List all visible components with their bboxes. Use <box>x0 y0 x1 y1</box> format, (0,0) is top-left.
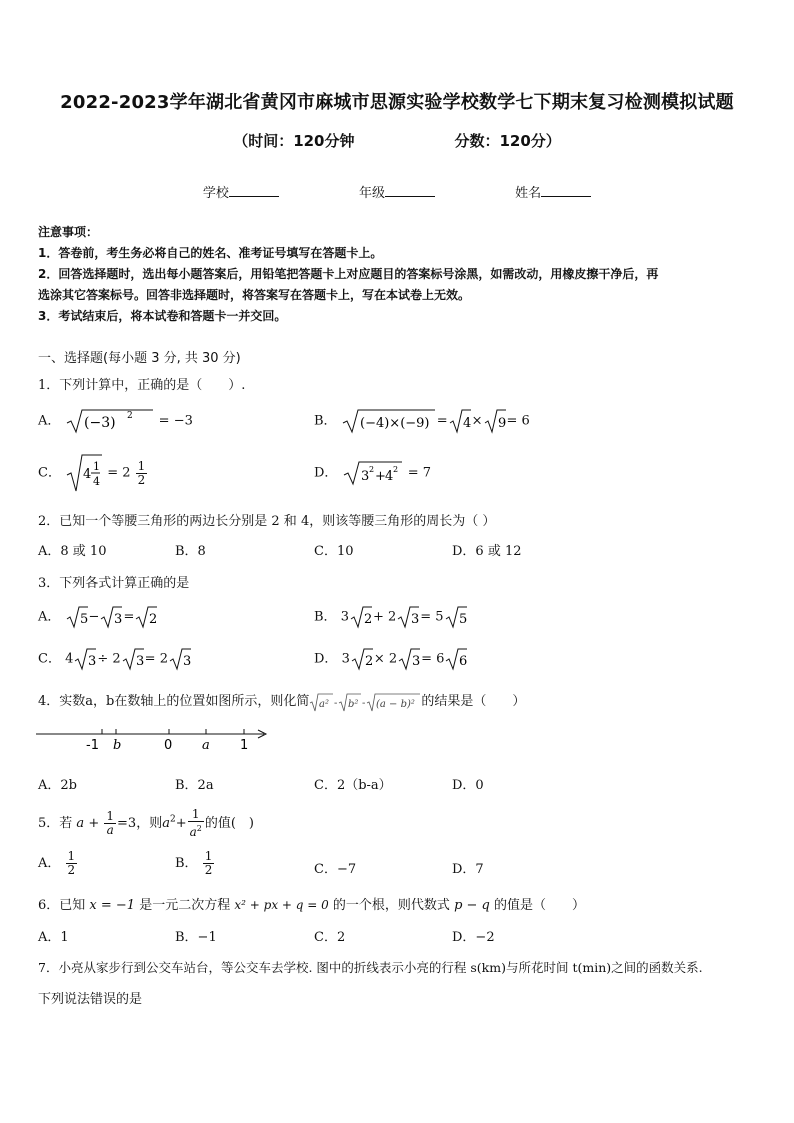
q5-option-b <box>175 850 215 877</box>
radicand: (−4)×(−9) <box>359 416 430 431</box>
exam-subtitle <box>0 130 794 151</box>
base: 4 <box>384 469 393 484</box>
stem-text: 的值( ) <box>204 816 255 831</box>
expr-op: - <box>362 697 366 709</box>
name-label: 姓名 <box>515 186 542 201</box>
sqrt-icon <box>121 647 145 671</box>
fraction <box>203 850 215 877</box>
expr-op: − <box>88 609 100 625</box>
expr-eq: = 2 <box>144 651 168 667</box>
sqrt-icon <box>134 605 158 629</box>
radicand: b² <box>348 698 359 710</box>
stem-text: 的结果是（ ） <box>421 694 526 709</box>
option-label: C． <box>38 465 61 481</box>
expr-eq: =3 <box>117 816 137 831</box>
whole-part: 4 <box>83 467 92 482</box>
base: 3 <box>360 469 369 484</box>
sqrt-icon <box>349 605 373 629</box>
option-label: B． <box>314 609 337 625</box>
q2-option-a: A．8 或 10 <box>38 544 107 559</box>
option-label: A． <box>38 413 61 429</box>
notes-item: 3．考试结束后，将本试卷和答题卡一并交回。 <box>38 309 287 323</box>
numerator: 1 <box>67 849 76 863</box>
exponent: 2 <box>126 411 133 421</box>
q6-option-d: D．−2 <box>452 930 495 945</box>
question-7-stem: 7．小亮从家步行到公交车站台，等公交车去学校. 图中的折线表示小亮的行程 s(km)与所花时间 t(min)之间的函数关系. <box>38 960 703 975</box>
radicand: a² <box>319 698 330 710</box>
coefficient: 3 <box>341 651 350 667</box>
sqrt-icon <box>396 605 420 629</box>
exam-title: 2022-2023学年湖北省黄冈市麻城市思源实验学校数学七下期末复习检测模拟试题 <box>60 92 734 113</box>
q6-option-a: A．1 <box>38 930 69 945</box>
denominator: 4 <box>93 475 101 488</box>
option-label: C． <box>38 651 61 667</box>
sqrt-icon <box>65 605 89 629</box>
radicand: 4 <box>462 416 471 431</box>
sqrt-icon <box>65 453 103 493</box>
numerator: 1 <box>106 809 115 823</box>
sqrt-icon <box>444 647 468 671</box>
denominator: 2 <box>204 863 213 877</box>
section-heading: 一、选择题(每小题 3 分, 共 30 分) <box>38 351 241 366</box>
notes-item: 2．回答选择题时，选出每小题答案后，用铅笔把答题卡上对应题目的答案标号涂黑，如需改动，用橡皮擦干净后，再 <box>38 267 659 281</box>
name-field <box>515 182 591 201</box>
q1-option-c <box>38 453 148 493</box>
sqrt-icon <box>448 408 472 434</box>
radicand: 3 <box>182 654 192 669</box>
question-7-stem-cont: 下列说法错误的是 <box>38 992 143 1007</box>
stem-text: 是一元二次方程 <box>139 898 231 913</box>
expr-op: × 2 <box>373 651 398 667</box>
expr-rhs: = −3 <box>158 413 193 429</box>
radicand: 5 <box>79 612 88 627</box>
expr-eq: = 2 <box>107 465 131 481</box>
radicand: (−3) <box>83 415 116 431</box>
fraction <box>104 810 116 837</box>
stem-text: ，则 <box>136 816 163 831</box>
question-6-stem <box>38 894 585 913</box>
math-expr: p − q <box>454 898 490 913</box>
fraction <box>188 808 204 839</box>
radicand: 5 <box>458 612 467 627</box>
question-1-stem: 1．下列计算中，正确的是（ ）. <box>38 378 246 393</box>
math-expr: x² + px + q = 0 <box>234 898 329 912</box>
denominator <box>188 822 204 839</box>
option-label: D． <box>314 465 338 481</box>
stem-text: 6．已知 <box>38 898 86 913</box>
stem-text: 的一个根，则代数式 <box>332 898 450 913</box>
coefficient: 4 <box>65 651 74 667</box>
q3-option-a <box>38 605 158 629</box>
expr-op: + 2 <box>372 609 397 625</box>
q5-option-c: C．−7 <box>314 862 357 877</box>
tick-label: -1 <box>86 738 99 753</box>
name-blank <box>541 184 591 197</box>
radicand: 9 <box>497 416 506 431</box>
notes-block <box>38 222 760 327</box>
fraction <box>66 850 78 877</box>
grade-blank <box>385 184 435 197</box>
sqrt-icon <box>397 647 421 671</box>
exponent: 2 <box>196 824 202 833</box>
notes-heading: 注意事项： <box>38 225 99 239</box>
q3-option-c <box>38 647 192 671</box>
q1-option-a <box>38 408 193 434</box>
question-2-stem: 2．已知一个等腰三角形的两边长分别是 2 和 4，则该等腰三角形的周长为（ ） <box>38 514 496 529</box>
expr-rhs: = 7 <box>407 465 432 481</box>
grade-label: 年级 <box>358 186 385 201</box>
tick-label: 1 <box>240 738 249 753</box>
variable: a <box>162 816 170 831</box>
radicand: 3 <box>411 612 420 627</box>
grade-field <box>359 182 435 201</box>
expr-eq: = 5 <box>420 609 444 625</box>
numerator: 1 <box>188 808 204 822</box>
tick-label: 0 <box>164 738 173 753</box>
plus: + <box>374 469 386 484</box>
q4-option-d: D．0 <box>452 778 484 793</box>
expr-op: + <box>88 816 100 831</box>
expr-eq: = <box>123 609 135 625</box>
radicand: 3 <box>88 654 97 669</box>
q2-option-c: C．10 <box>314 544 354 559</box>
exponent: 2 <box>169 814 176 825</box>
denominator: 2 <box>137 472 146 487</box>
point-label: a <box>202 738 210 753</box>
radicand: 2 <box>364 654 374 669</box>
question-3-stem: 3．下列各式计算正确的是 <box>38 576 190 591</box>
radical-expression <box>309 691 421 713</box>
option-label: A． <box>38 856 61 871</box>
school-field <box>203 182 279 201</box>
q1-option-b <box>314 408 530 434</box>
variable: a <box>76 816 85 831</box>
numerator: 1 <box>204 849 213 863</box>
score-label: 分数：120分） <box>454 132 561 150</box>
expr-op: + <box>175 816 187 831</box>
sqrt-icon <box>350 647 374 671</box>
expr-times: × <box>471 413 483 429</box>
q3-option-b <box>314 605 468 629</box>
stem-text: 的值是（ ） <box>494 898 586 913</box>
radicand: 2 <box>363 612 373 627</box>
question-5-stem <box>38 808 254 839</box>
sqrt-icon <box>65 408 155 434</box>
denominator: 2 <box>67 863 76 877</box>
expr-op: - <box>334 697 338 709</box>
point-label: b <box>113 738 122 753</box>
denominator: a <box>106 823 114 837</box>
sqrt-icon <box>99 605 123 629</box>
sqrt-icon <box>483 408 507 434</box>
expr-eq: = 6 <box>421 651 445 667</box>
expr-op: ÷ 2 <box>97 651 121 667</box>
fraction <box>136 460 148 487</box>
q5-option-d: D．7 <box>452 862 484 877</box>
time-label: （时间：120分钟 <box>233 132 355 150</box>
option-label: B． <box>314 413 337 429</box>
q2-option-d: D．6 或 12 <box>452 544 522 559</box>
q1-option-d <box>314 460 431 486</box>
radicand: 3 <box>135 654 144 669</box>
stem-text: 5．若 <box>38 816 73 831</box>
school-blank <box>229 184 279 197</box>
expr-eq: = <box>436 413 448 429</box>
option-label: A． <box>38 609 61 625</box>
stem-text: 4．实数a，b在数轴上的位置如图所示，则化简 <box>38 694 310 709</box>
radicand: 3 <box>412 654 421 669</box>
sqrt-icon <box>168 647 192 671</box>
radicand: 6 <box>459 654 468 669</box>
q4-option-c: C．2（b-a） <box>314 778 392 793</box>
q2-option-b: B．8 <box>175 544 206 559</box>
numerator: 1 <box>137 458 146 473</box>
coefficient: 3 <box>340 609 349 625</box>
q4-option-a: A．2b <box>38 778 77 793</box>
notes-item: 1．答卷前，考生务必将自己的姓名、准考证号填写在答题卡上。 <box>38 246 383 260</box>
student-info-row <box>0 182 794 201</box>
expr-rhs: = 6 <box>506 413 530 429</box>
option-label: D． <box>314 651 338 667</box>
q3-option-d <box>314 647 468 671</box>
notes-item: 选涂其它答案标号。回答非选择题时，将答案写在答题卡上，写在本试卷上无效。 <box>38 288 471 302</box>
option-label: B． <box>175 856 198 871</box>
q6-option-c: C．2 <box>314 930 346 945</box>
number-line <box>36 727 270 755</box>
q4-option-b: B．2a <box>175 778 214 793</box>
question-4-stem <box>38 690 525 713</box>
sqrt-icon <box>342 460 404 486</box>
numerator: 1 <box>93 460 101 473</box>
exponent: 2 <box>392 465 398 474</box>
radicand: (a − b)² <box>376 698 416 710</box>
school-label: 学校 <box>202 186 229 201</box>
sqrt-icon <box>444 605 468 629</box>
sqrt-icon <box>341 408 437 434</box>
denominator-base: a <box>189 825 197 839</box>
exponent: 2 <box>368 465 374 474</box>
q6-option-b: B．−1 <box>175 930 217 945</box>
sqrt-icon <box>73 647 97 671</box>
radicand: 3 <box>114 612 123 627</box>
math-expr: x = −1 <box>89 898 136 913</box>
q5-option-a <box>38 850 78 877</box>
radicand: 2 <box>149 612 158 627</box>
